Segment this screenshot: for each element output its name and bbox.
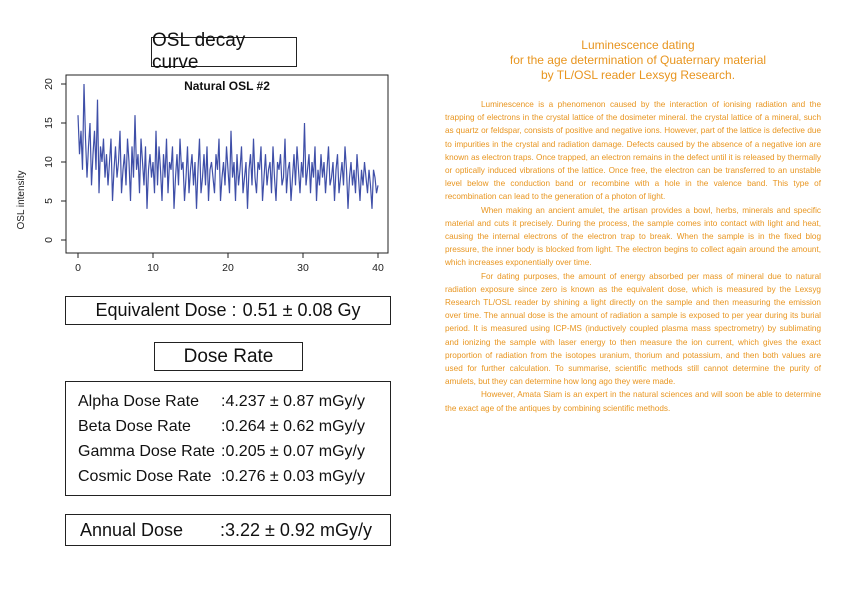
document-title: Luminescence dating for the age determination of Quaternary material by TL/OSL reader Lexsyg Research. bbox=[509, 38, 767, 82]
dose-rate-value: :0.205 ± 0.07 mGy/y bbox=[221, 443, 365, 460]
dose-rate-label: Alpha Dose Rate bbox=[78, 393, 199, 410]
osl-chart-svg bbox=[14, 68, 394, 290]
chart-heading: OSL decay curve bbox=[152, 30, 246, 73]
document-paragraph: Luminescence is a phenomenon caused by the interaction of ionising radiation and the trapping of electrons in the crystal lattice of the dosimeter mineral. the crystal lattice of a mineral, such as quartz or feldspar, consists of positive and negative ions. However, part of the lattice is defective due to impurities in the crystal and radiation damage. Defects caused by the absence of a negative ion are known as electron traps. Once trapped, an electron remains in the defect until it is released by thermally or optically induced vibrations of the lattice. Once free, the electron can be transferred to an unstable level below the conduction band or recombine with a hole in the valence band. This type of recombination can lead to the generation of a photon of light. bbox=[445, 100, 821, 202]
dose-rate-heading: Dose Rate bbox=[183, 345, 274, 367]
dose-rate-value: :0.276 ± 0.03 mGy/y bbox=[221, 468, 365, 485]
dose-rate-label: Beta Dose Rate bbox=[78, 418, 191, 435]
ticks-layer bbox=[43, 78, 384, 274]
dose-rate-label: Cosmic Dose Rate bbox=[78, 468, 212, 485]
dose-rate-table bbox=[65, 381, 391, 496]
dose-rate-row-cosmic bbox=[78, 464, 390, 489]
plot-title: Natural OSL #2 bbox=[184, 79, 270, 93]
document-paragraph: For dating purposes, the amount of energy absorbed per mass of mineral due to natural radiation exposure since zero is known as the equivalent dose, which is measured by the Lexsyg Research TL/OSL reader by shining a light directly on the sample and then measuring the emission over time. The annual dose is the amount of radiation a sample is exposed to per year during its burial period. It is measured using ICP-MS (inductively coupled plasma mass spectrometry) by sublimating and ionizing the sample with laser energy to then measure the ion current, which gives the exact proportion of radiation from the isotopes uranium, thorium and potassium, and then both values are used for further calculation. To summarise, scientific methods still cannot determine the purity of amulets, but they can determine how long ago they were made. bbox=[445, 271, 821, 387]
dose-rate-value: :4.237 ± 0.87 mGy/y bbox=[221, 393, 365, 410]
x-tick-label: 10 bbox=[147, 262, 159, 274]
document-paragraph: However, Amata Siam is an expert in the natural sciences and will soon be able to determine the exact age of the antiques by combining scientific methods. bbox=[445, 390, 821, 413]
osl-decay-chart bbox=[14, 68, 394, 290]
x-tick-label: 20 bbox=[222, 262, 234, 274]
x-tick-label: 40 bbox=[372, 262, 384, 274]
document-paragraph: When making an ancient amulet, the artisan provides a bowl, herbs, minerals and specific material and cuts it precisely. During the process, the sample comes into contact with light and heat, causing the internal electrons of the electron trap to break. When the sample is in the fixed blog pressure, the inner body is blocked from light. The electron begins to collect again around the amount, which increases exponentially over time. bbox=[445, 205, 821, 268]
document-body bbox=[445, 98, 821, 415]
y-tick-label: 0 bbox=[43, 237, 55, 243]
y-axis-label: OSL intensity bbox=[16, 170, 27, 230]
equivalent-dose-label: Equivalent Dose : bbox=[95, 300, 237, 320]
equivalent-dose-box bbox=[65, 296, 391, 325]
annual-dose-box bbox=[65, 514, 391, 546]
dose-rate-row-alpha bbox=[78, 389, 390, 414]
dose-rate-row-beta bbox=[78, 414, 390, 439]
series-line-osl bbox=[78, 84, 378, 209]
y-tick-label: 20 bbox=[43, 78, 55, 90]
y-tick-label: 15 bbox=[43, 117, 55, 129]
chart-heading-box bbox=[151, 30, 297, 73]
dose-rate-heading-box bbox=[154, 342, 303, 371]
annual-dose-label: Annual Dose bbox=[80, 519, 184, 540]
annual-dose-value: :3.22 ± 0.92 mGy/y bbox=[220, 519, 372, 540]
dose-rate-value: :0.264 ± 0.62 mGy/y bbox=[221, 418, 365, 435]
y-tick-label: 10 bbox=[43, 156, 55, 168]
dose-rate-row-gamma bbox=[78, 439, 390, 464]
x-tick-label: 0 bbox=[75, 262, 81, 274]
x-tick-label: 30 bbox=[297, 262, 309, 274]
y-tick-label: 5 bbox=[43, 198, 55, 204]
equivalent-dose-value: 0.51 ± 0.08 Gy bbox=[242, 300, 361, 320]
dose-rate-label: Gamma Dose Rate bbox=[78, 443, 215, 460]
